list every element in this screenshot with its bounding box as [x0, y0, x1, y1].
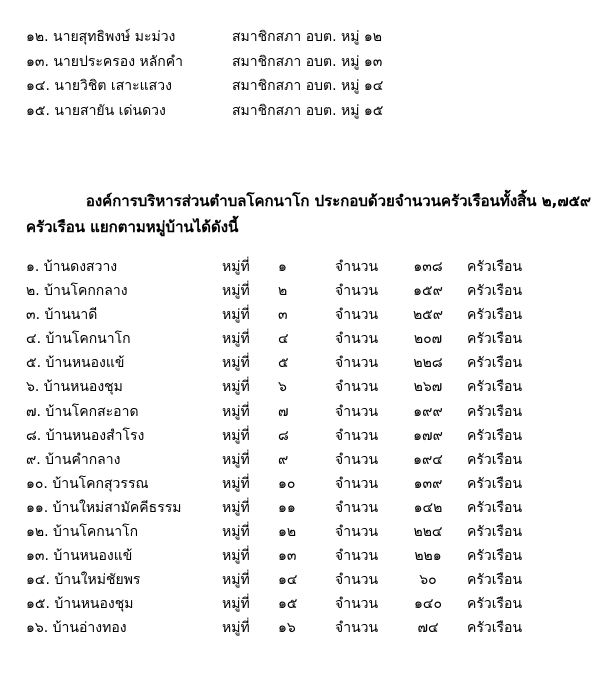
moo-number: ๑๖	[278, 620, 296, 637]
household-unit: ครัวเรือน	[467, 548, 523, 565]
village-name: ๗. บ้านโคกสะอาด	[26, 403, 139, 420]
village-name: ๖. บ้านหนองชุม	[26, 379, 123, 396]
moo-label: หมู่ที่	[222, 620, 250, 637]
moo-number: ๑๓	[278, 548, 297, 565]
member-name: ๑๕. นายสายัน เด่นดวง	[26, 102, 166, 119]
count-label: จำนวน	[335, 548, 379, 565]
household-count: ๒๕๙	[412, 307, 444, 324]
member-position: สมาชิกสภา อบต. หมู่ ๑๔	[232, 78, 384, 94]
moo-label: หมู่ที่	[222, 355, 250, 372]
household-unit: ครัวเรือน	[467, 499, 523, 516]
household-unit: ครัวเรือน	[467, 259, 523, 275]
member-list	[26, 26, 586, 124]
household-unit: ครัวเรือน	[467, 451, 523, 468]
moo-label: หมู่ที่	[222, 379, 250, 396]
count-label: จำนวน	[335, 499, 379, 516]
moo-number: ๑๕	[278, 596, 298, 613]
count-label: จำนวน	[335, 307, 379, 324]
village-name: ๑๕. บ้านหนองชุม	[26, 596, 134, 613]
moo-label: หมู่ที่	[222, 451, 250, 468]
member-row	[26, 26, 586, 51]
moo-number: ๑๑	[278, 499, 296, 516]
household-count: ๑๕๙	[413, 283, 443, 300]
moo-number: ๔	[278, 331, 289, 348]
village-name: ๑๔. บ้านใหม่ชัยพร	[26, 572, 141, 589]
village-list	[26, 256, 586, 642]
village-name: ๑๑. บ้านใหม่สามัคคีธรรม	[26, 499, 182, 516]
moo-label: หมู่ที่	[222, 572, 250, 589]
household-count: ๖๐	[419, 572, 437, 589]
household-unit: ครัวเรือน	[467, 331, 523, 348]
household-unit: ครัวเรือน	[467, 355, 523, 372]
household-unit: ครัวเรือน	[467, 572, 523, 589]
moo-number: ๖	[278, 379, 287, 396]
household-count: ๑๔๐	[413, 596, 443, 613]
household-count: ๒๐๗	[413, 331, 443, 348]
moo-label: หมู่ที่	[222, 259, 250, 275]
moo-label: หมู่ที่	[222, 403, 250, 420]
moo-label: หมู่ที่	[222, 499, 250, 516]
moo-number: ๑	[278, 259, 287, 275]
count-label: จำนวน	[335, 403, 379, 420]
village-row	[26, 328, 586, 352]
member-row	[26, 100, 586, 125]
moo-label: หมู่ที่	[222, 524, 250, 541]
village-row	[26, 521, 586, 545]
household-unit: ครัวเรือน	[467, 307, 523, 324]
moo-number: ๕	[278, 355, 289, 372]
moo-number: ๑๔	[278, 572, 298, 589]
village-name: ๓. บ้านนาดี	[26, 307, 98, 324]
household-count: ๒๒๘	[413, 355, 443, 372]
village-row	[26, 352, 586, 376]
household-unit: ครัวเรือน	[467, 475, 523, 492]
moo-label: หมู่ที่	[222, 331, 250, 348]
village-row	[26, 449, 586, 473]
moo-number: ๘	[278, 427, 289, 444]
moo-label: หมู่ที่	[222, 596, 250, 613]
household-count: ๑๙๙	[413, 403, 443, 420]
member-name: ๑๒. นายสุทธิพงษ์ มะม่วง	[26, 29, 176, 45]
member-row	[26, 51, 586, 76]
village-row	[26, 376, 586, 400]
count-label: จำนวน	[335, 596, 379, 613]
count-label: จำนวน	[335, 259, 379, 275]
member-position: สมาชิกสภา อบต. หมู่ ๑๕	[232, 102, 384, 119]
village-name: ๑๖. บ้านอ่างทอง	[26, 620, 127, 637]
village-name: ๑๒. บ้านโคกนาโก	[26, 524, 139, 541]
moo-label: หมู่ที่	[222, 283, 250, 300]
village-row	[26, 425, 586, 449]
village-name: ๔. บ้านโคกนาโก	[26, 331, 131, 348]
moo-label: หมู่ที่	[222, 475, 250, 492]
household-unit: ครัวเรือน	[467, 403, 523, 420]
moo-number: ๗	[278, 403, 289, 420]
household-unit: ครัวเรือน	[467, 379, 523, 396]
village-name: ๘. บ้านหนองสำโรง	[26, 427, 145, 444]
household-count: ๒๒๔	[413, 524, 443, 541]
household-unit: ครัวเรือน	[467, 620, 523, 637]
village-row	[26, 617, 586, 641]
household-unit: ครัวเรือน	[467, 283, 523, 300]
member-position: สมาชิกสภา อบต. หมู่ ๑๓	[232, 53, 383, 70]
village-row	[26, 545, 586, 569]
count-label: จำนวน	[335, 475, 379, 492]
member-name: ๑๓. นายประครอง หลักคำ	[26, 53, 184, 70]
count-label: จำนวน	[335, 379, 379, 396]
village-row	[26, 256, 586, 280]
household-count: ๗๔	[417, 620, 439, 637]
household-count: ๑๗๙	[413, 427, 443, 444]
moo-label: หมู่ที่	[222, 307, 250, 324]
moo-number: ๑๐	[278, 475, 296, 492]
household-count: ๒๖๗	[413, 379, 443, 396]
count-label: จำนวน	[335, 572, 379, 589]
household-count: ๑๙๔	[413, 451, 443, 468]
village-name: ๒. บ้านโคกกลาง	[26, 283, 128, 300]
count-label: จำนวน	[335, 620, 379, 637]
count-label: จำนวน	[335, 427, 379, 444]
count-label: จำนวน	[335, 355, 379, 372]
member-position: สมาชิกสภา อบต. หมู่ ๑๒	[232, 29, 383, 45]
moo-label: หมู่ที่	[222, 548, 250, 565]
heading-line-1: องค์การบริหารส่วนตำบลโคกนาโก ประกอบด้วยจำนวนครัวเรือนทั้งสิ้น ๒,๗๕๙	[85, 192, 591, 210]
moo-number: ๒	[278, 283, 288, 300]
moo-number: ๙	[278, 451, 289, 468]
village-name: ๑๓. บ้านหนองแข้	[26, 548, 133, 565]
moo-number: ๑๒	[278, 524, 297, 541]
village-row	[26, 569, 586, 593]
heading-line-2: ครัวเรือน แยกตามหมู่บ้านได้ดังนี้	[26, 218, 239, 236]
household-count: ๑๓๘	[413, 259, 443, 275]
count-label: จำนวน	[335, 283, 379, 300]
household-count: ๑๓๙	[413, 475, 443, 492]
section-heading	[26, 188, 591, 240]
village-row	[26, 304, 586, 328]
moo-number: ๓	[278, 307, 288, 324]
village-row	[26, 401, 586, 425]
count-label: จำนวน	[335, 331, 379, 348]
member-name: ๑๔. นายวิชิต เสาะแสวง	[26, 78, 172, 94]
count-label: จำนวน	[335, 451, 379, 468]
member-row	[26, 75, 586, 100]
household-unit: ครัวเรือน	[467, 524, 523, 541]
village-row	[26, 593, 586, 617]
village-name: ๙. บ้านคำกลาง	[26, 451, 121, 468]
moo-label: หมู่ที่	[222, 427, 250, 444]
household-unit: ครัวเรือน	[467, 427, 523, 444]
household-count: ๒๒๑	[414, 548, 442, 565]
household-unit: ครัวเรือน	[467, 596, 523, 613]
village-row	[26, 497, 586, 521]
village-name: ๕. บ้านหนองแข้	[26, 355, 125, 372]
count-label: จำนวน	[335, 524, 379, 541]
village-row	[26, 280, 586, 304]
village-row	[26, 473, 586, 497]
village-name: ๑. บ้านดงสวาง	[26, 259, 118, 275]
household-count: ๑๔๒	[413, 499, 443, 516]
village-name: ๑๐. บ้านโคกสุวรรณ	[26, 475, 149, 492]
